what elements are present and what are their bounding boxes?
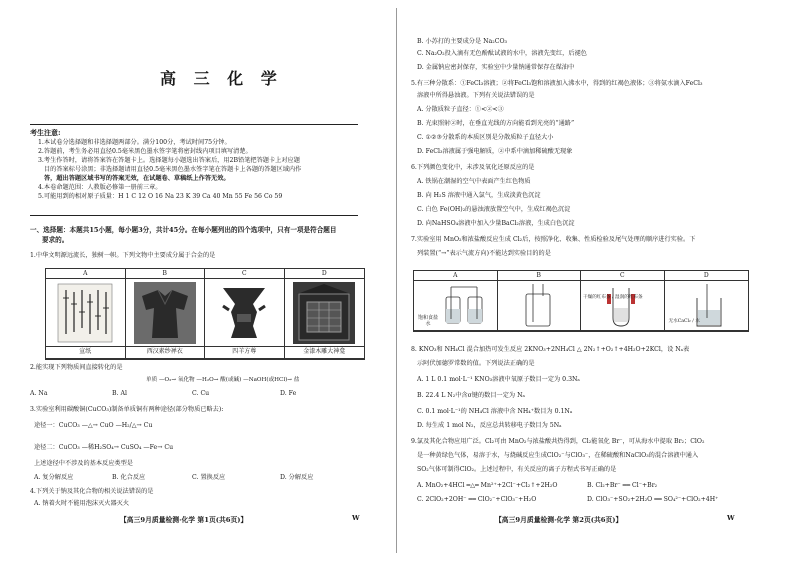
section-heading: 一、选择题：本题共15小题，每小题3分，共计45分。在每小题列出的四个选项中，只有一项是符合题目 [30, 226, 337, 234]
question-3: 3.实验室利用碳酸铜(CuCO₃)制备单质铜有两种途径(部分物质已略去): [30, 406, 224, 413]
q1-caption-a: 宣纸 [46, 347, 126, 359]
notice-line: 5.可能用到的相对原子质量：H 1 C 12 O 16 Na 23 K 39 Ca 40 Mn 55 Fe 56 Co 59 [38, 193, 283, 200]
q7-apparatus-d [665, 281, 749, 331]
question-9-cont2: SO₂气体可制得ClO₂。上述过程中，有关反应的离子方程式书写正确的是 [417, 466, 617, 473]
q7-header-d: D [665, 271, 749, 281]
q1-image-a [46, 279, 126, 347]
q7-header-a: A [414, 271, 498, 281]
q2-option-b: B. Al [112, 390, 127, 397]
notice-line: 目的答案标号涂黑；非选择题请用直径0.5毫米黑色墨水签字笔在答题卡上各题的答题区域内作 [44, 166, 302, 173]
q1-header-c: C [205, 269, 285, 279]
q5-option-a: A. 分散质粒子直径：①<②<③ [417, 106, 504, 113]
page-title: 高 三 化 学 [160, 69, 283, 88]
q7-label-d: 无水CaCl₂ / 水 [668, 319, 700, 324]
carved-shrine-image [293, 282, 355, 344]
q9-option-c: C. 2ClO₂+2OH⁻ ══ ClO₂⁻+ClO₃⁻+H₂O [417, 496, 537, 503]
question-5-cont: 溶液中所得悬浊液。下列有关说法错误的是 [417, 92, 535, 99]
q4-option-d: D. 金属钠应密封保存，实验室中少量钠通常保存在煤油中 [417, 64, 575, 71]
notice-line: 3.考生作答时，请将答案答在答题卡上。选择题每小题选出答案后，用2B铅笔把答题卡上对应题 [38, 157, 300, 164]
notice-line: 答，超出答题区域书写的答案无效，在试题卷、草稿纸上作答无效。 [44, 175, 230, 182]
q1-image-c [205, 279, 285, 347]
question-7: 7.实验室用 MnO₂和浓盐酸反应生成 Cl₂后，按照净化、收集、性质检验及尾气处理的顺序进行实验。下 [411, 236, 696, 243]
q8-option-a: A. 1 L 0.1 mol·L⁻¹ KNO₃溶液中氧原子数目一定为 0.3Nₐ [417, 376, 580, 383]
question-6: 6.下列颜色变化中，未涉及氧化还原反应的是 [411, 164, 535, 171]
footer-mark: W [352, 514, 360, 522]
q1-image-d [285, 279, 365, 347]
q2-option-d: D. Fe [280, 390, 297, 397]
q7-apparatus-b [498, 281, 582, 331]
q1-image-b [126, 279, 206, 347]
page-footer: 【高三9月质量检测·化学 第1页(共6页)】 [120, 516, 248, 524]
question-5: 5.有三种分散系：①FeCl₃溶液；②将FeCl₃饱和溶液加入沸水中，得到的红褐色液体；③将氨水滴入FeCl₃ [411, 80, 703, 87]
q6-option-c: C. 白色 Fe(OH)₂的悬浊液放置空气中，生成红褐色沉淀 [417, 206, 571, 213]
question-2: 2.能实现下列物质间直接转化的是 [30, 364, 123, 371]
q7-apparatus-c [581, 281, 665, 331]
q4-option-c: C. Na₂O₂投入滴有无色酚酞试液的水中，溶液先变红，后褪色 [417, 50, 587, 57]
q3-path-2: 途径二：CuCO₃ —稀H₂SO₄→ CuSO₄ —Fe→ Cu [34, 444, 174, 451]
q1-image-table [45, 268, 365, 360]
question-4: 4.下列关于钠及其化合物的相关说法错误的是 [30, 488, 154, 495]
question-8: 8. KNO₃和 NH₄Cl 混合加热可发生反应 2KNO₃+2NH₄Cl △ 2N₂↑+O₂↑+4H₂O+2KCl，设 Nₐ表 [411, 346, 690, 353]
q9-option-a: A. MnO₂+4HCl ═△═ Mn²⁺+2Cl⁻+Cl₂↑+2H₂O [417, 482, 558, 489]
notice-line: 1.本试卷分选择题和非选择题两部分。满分100分，考试时间75分钟。 [38, 139, 231, 146]
q7-label-a: 饱和食盐水 [417, 315, 438, 327]
q6-option-a: A. 铁锅在潮湿的空气中表面产生红色物质 [417, 178, 531, 185]
q6-option-d: D. 向NaHSO₄溶液中加入少量BaCl₂溶液，生成白色沉淀 [417, 220, 575, 227]
notice-title: 考生注意: [30, 128, 61, 137]
q8-option-d: D. 每生成 1 mol N₂，反应总共转移电子数目为 5Nₐ [417, 422, 562, 429]
q2-option-a: A. Na [30, 390, 48, 397]
q1-caption-b: 西汉素纱禅衣 [126, 347, 206, 359]
q2-option-c: C. Cu [192, 390, 210, 397]
q3-option-c: C. 置换反应 [192, 474, 226, 481]
q9-option-b: B. Cl₂+Br⁻ ══ Cl⁻+Br₂ [587, 482, 658, 489]
q3-option-d: D. 分解反应 [280, 474, 314, 481]
q2-chain: 单质 —O₂→ 氧化物 —H₂O→ 酸(或碱) —NaOH(或HCl)→ 盐 [146, 377, 300, 383]
section-heading-cont: 要求的。 [42, 236, 69, 244]
page-footer: 【高三9月质量检测·化学 第2页(共6页)】 [495, 516, 623, 524]
q1-header-b: B [126, 269, 206, 279]
q1-header-d: D [285, 269, 365, 279]
silk-robe-image [134, 282, 196, 344]
notice-box [30, 124, 358, 216]
q7-header-b: B [498, 271, 582, 281]
q6-option-b: B. 向 H₂S 溶液中通入氯气，生成淡黄色沉淀 [417, 192, 541, 199]
q8-option-c: C. 0.1 mol·L⁻¹的 NH₄Cl 溶液中含 NH₄⁺数目为 0.1Nₐ [417, 408, 573, 415]
q3-option-b: B. 化合反应 [112, 474, 146, 481]
question-9: 9.氯及其化合物应用广泛。Cl₂可由 MnO₂与浓盐酸共热得到，Cl₂能氧化 Br⁻，可从海水中提取 Br₂；ClO₂ [411, 438, 705, 445]
q9-option-d: D. ClO₃⁻+SO₂+2H₂O ══ SO₄²⁻+ClO₂+4H⁺ [587, 496, 719, 503]
q7-apparatus-a [414, 281, 498, 331]
q7-header-c: C [581, 271, 665, 281]
question-8-cont: 示阿伏加德罗常数的值。下列说法正确的是 [417, 360, 535, 367]
q4-option-a: A. 钠着火时不能用泡沫灭火器灭火 [34, 500, 130, 507]
q1-caption-c: 四羊方尊 [205, 347, 285, 359]
q4-option-b: B. 小苏打的主要成分是 Na₂CO₃ [417, 38, 508, 45]
notice-line: 2.答题前，考生务必用直径0.5毫米黑色墨水签字笔将密封线内项目填写清楚。 [38, 148, 252, 155]
q8-option-b: B. 22.4 L N₂中含σ键的数目一定为 Nₐ [417, 392, 525, 399]
u-tube-icon [583, 282, 665, 330]
gas-bottle-icon [500, 282, 582, 330]
q7-label-c: 干燥的红布条 / 湿润的红布条 [583, 295, 643, 300]
question-9-cont: 是一种黄绿色气体，易溶于水，与烧碱反应生成ClO₂⁻与ClO₃⁻，在稀硫酸和NaClO₃的混合溶液中通入 [417, 452, 699, 459]
question-1: 1.中华文明源远流长，独树一帜。下列文物中主要成分属于合金的是 [30, 252, 216, 259]
question-7-cont: 列装置(“→”表示气流方向)不能达到实验目的的是 [417, 250, 551, 257]
bronze-zun-image [213, 282, 275, 344]
notice-line: 4.本卷命题范围：人教版必修第一册前三章。 [38, 184, 162, 191]
footer-mark: W [727, 514, 735, 522]
q1-header-a: A [46, 269, 126, 279]
q5-option-d: D. FeCl₃溶液属于强电解质，②中系中滴加稀硫酸无现象 [417, 148, 573, 155]
calligraphy-paper-image [54, 282, 116, 344]
q3-stem: 上述途径中不涉及的基本反应类型是 [34, 460, 133, 467]
q1-caption-d: 金漆木雕大神龛 [285, 347, 365, 359]
q3-path-1: 途径一：CuCO₃ —△→ CuO —H₂/△→ Cu [34, 422, 153, 429]
q7-apparatus-table [413, 270, 749, 332]
q5-option-c: C. ①②③分散系的本质区别是分散质粒子直径大小 [417, 134, 554, 141]
q3-option-a: A. 复分解反应 [34, 474, 74, 481]
q5-option-b: B. 光束照射②时，在垂直光线的方向能看到光亮的“通路” [417, 120, 575, 127]
